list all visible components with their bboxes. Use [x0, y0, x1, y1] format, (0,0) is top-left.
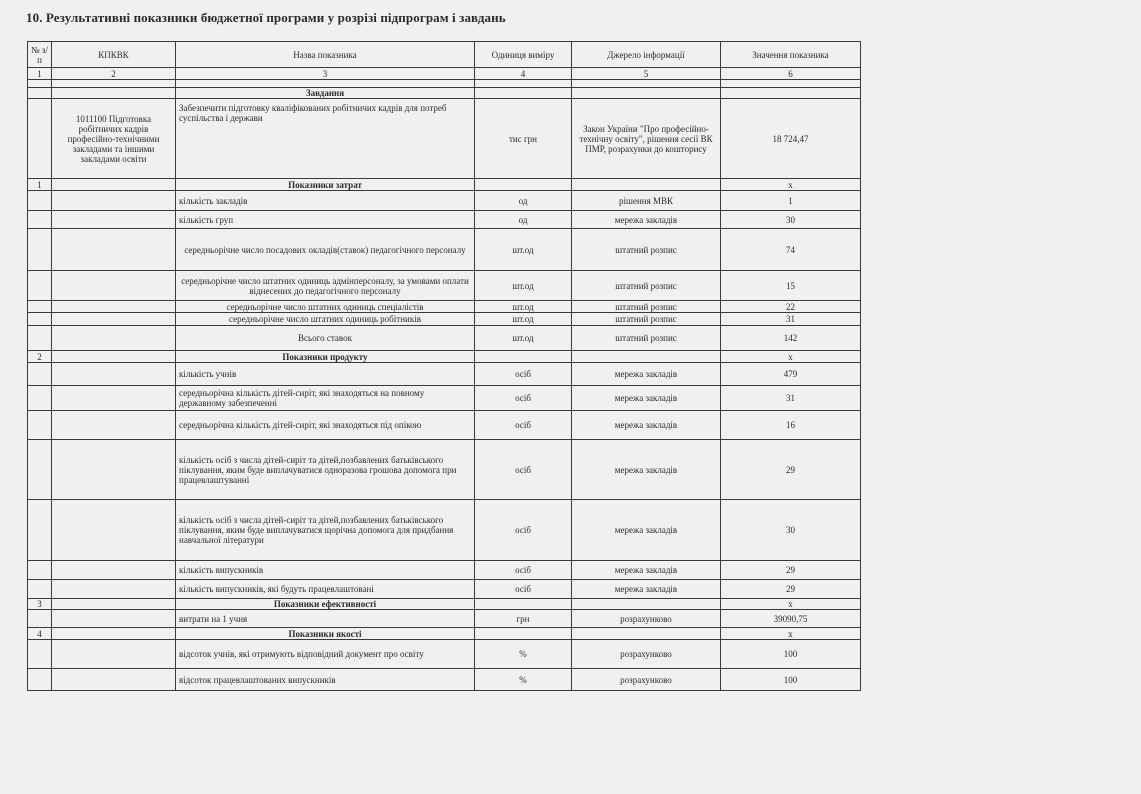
indicator-source: штатний розпис [572, 301, 721, 313]
table-row [28, 313, 861, 326]
indicator-value: 1 [721, 191, 861, 211]
indicator-source: мережа закладів [572, 211, 721, 229]
task-value: 18 724,47 [721, 99, 861, 179]
section-number: 1 [28, 179, 52, 191]
task-kpkvk: 1011100 Підготовка робітничих кадрів професійно-технічними закладами та іншими закладами освіти [52, 99, 176, 179]
table-row [28, 229, 861, 271]
indicator-value: 29 [721, 440, 861, 500]
indicator-source: мережа закладів [572, 440, 721, 500]
indicator-value: 15 [721, 271, 861, 301]
indicator-value: 74 [721, 229, 861, 271]
indicator-unit: од [475, 191, 572, 211]
section-header-row [28, 179, 861, 191]
table-row [28, 326, 861, 351]
indicator-name: середньорічна кількість дітей-сиріт, які знаходяться під опікою [176, 411, 475, 440]
indicator-unit: шт.од [475, 229, 572, 271]
section-number: 4 [28, 628, 52, 640]
section-title: Показники продукту [176, 351, 475, 363]
table-row [28, 669, 861, 691]
indicator-source: штатний розпис [572, 229, 721, 271]
indicator-source: мережа закладів [572, 561, 721, 580]
column-number: 5 [572, 68, 721, 80]
indicator-source: штатний розпис [572, 326, 721, 351]
indicator-value: 22 [721, 301, 861, 313]
indicator-name: середньорічне число штатних одиниць адмінперсоналу, за умовами оплати віднесених до педагогічного персоналу [176, 271, 475, 301]
indicator-unit: осіб [475, 363, 572, 386]
indicator-unit: шт.од [475, 326, 572, 351]
indicator-unit: осіб [475, 580, 572, 599]
indicator-unit: грн [475, 610, 572, 628]
indicator-value: 29 [721, 580, 861, 599]
indicator-name: кількість осіб з числа дітей-сиріт та дітей,позбавлених батьківського піклування, яким буде виплачуватися одноразова грошова допомога при працевлаштуванні [176, 440, 475, 500]
indicator-unit: осіб [475, 440, 572, 500]
indicator-unit: од [475, 211, 572, 229]
column-number: 3 [176, 68, 475, 80]
indicator-unit: шт.од [475, 271, 572, 301]
indicator-value: 100 [721, 669, 861, 691]
header-value: Значення показника [721, 42, 861, 68]
indicator-name: середньорічне число штатних одиниць робітників [176, 313, 475, 326]
table-row [28, 363, 861, 386]
section-x-mark: х [721, 628, 861, 640]
header-unit: Одиниця виміру [475, 42, 572, 68]
section-header-row [28, 599, 861, 610]
page-title: 10. Результативні показники бюджетної програми у розрізі підпрограм і завдань [26, 10, 506, 25]
indicator-source: розрахунково [572, 640, 721, 669]
indicator-source: розрахунково [572, 610, 721, 628]
indicator-unit: % [475, 669, 572, 691]
column-number: 6 [721, 68, 861, 80]
indicator-value: 100 [721, 640, 861, 669]
indicator-source: штатний розпис [572, 313, 721, 326]
header-num: № з/п [28, 42, 52, 68]
section-title: Показники ефективності [176, 599, 475, 610]
table-row [28, 191, 861, 211]
indicator-value: 30 [721, 211, 861, 229]
indicator-unit: % [475, 640, 572, 669]
indicator-name: кількість осіб з числа дітей-сиріт та дітей,позбавлених батьківського піклування, яким буде виплачуватися щорічна допомога для придбання навчальної літератури [176, 500, 475, 561]
section-header-row [28, 351, 861, 363]
indicator-source: штатний розпис [572, 271, 721, 301]
section-x-mark: х [721, 179, 861, 191]
indicator-name: середньорічне число штатних одиниць спеціалістів [176, 301, 475, 313]
indicator-source: мережа закладів [572, 363, 721, 386]
table-row [28, 561, 861, 580]
indicator-value: 16 [721, 411, 861, 440]
indicator-name: середньорічне число посадових окладів(ставок) педагогічного персоналу [176, 229, 475, 271]
section-header-row [28, 628, 861, 640]
indicator-source: мережа закладів [572, 411, 721, 440]
table-row [28, 640, 861, 669]
indicator-name: витрати на 1 учня [176, 610, 475, 628]
table-row [28, 271, 861, 301]
header-name: Назва показника [176, 42, 475, 68]
spacer-row [28, 80, 861, 88]
indicator-source: мережа закладів [572, 386, 721, 411]
task-row [28, 99, 861, 179]
indicator-name: Всього ставок [176, 326, 475, 351]
table-row [28, 440, 861, 500]
indicator-unit: осіб [475, 411, 572, 440]
task-source: Закон України "Про професійно-технічну освіту", рішення сесії ВК ПМР, розрахунки до кошторису [572, 99, 721, 179]
indicator-source: мережа закладів [572, 500, 721, 561]
indicator-value: 31 [721, 386, 861, 411]
indicator-unit: шт.од [475, 301, 572, 313]
table-row [28, 211, 861, 229]
indicators-table [27, 41, 861, 691]
indicator-unit: осіб [475, 561, 572, 580]
column-number: 2 [52, 68, 176, 80]
section-x-mark: х [721, 599, 861, 610]
indicator-name: кількість груп [176, 211, 475, 229]
indicator-source: мережа закладів [572, 580, 721, 599]
indicator-value: 29 [721, 561, 861, 580]
indicator-name: кількість закладів [176, 191, 475, 211]
indicator-name: кількість випускників, які будуть працевлаштовані [176, 580, 475, 599]
section-x-mark: х [721, 351, 861, 363]
indicator-unit: шт.од [475, 313, 572, 326]
indicator-value: 479 [721, 363, 861, 386]
indicator-name: кількість учнів [176, 363, 475, 386]
indicator-value: 30 [721, 500, 861, 561]
indicator-value: 142 [721, 326, 861, 351]
indicator-unit: осіб [475, 500, 572, 561]
table-row [28, 500, 861, 561]
indicator-name: кількість випускників [176, 561, 475, 580]
indicator-value: 39090,75 [721, 610, 861, 628]
header-row [28, 42, 861, 68]
task-label: Завдання [176, 88, 475, 99]
table-row [28, 580, 861, 599]
section-number: 2 [28, 351, 52, 363]
header-source: Джерело інформації [572, 42, 721, 68]
section-number: 3 [28, 599, 52, 610]
header-kpkvk: КПКВК [52, 42, 176, 68]
section-title: Показники якості [176, 628, 475, 640]
indicator-unit: осіб [475, 386, 572, 411]
table-row [28, 301, 861, 313]
task-name: Забезпечити підготовку кваліфікованих робітничих кадрів для потреб суспільства і держави [176, 99, 475, 179]
section-title: Показники затрат [176, 179, 475, 191]
indicator-source: розрахунково [572, 669, 721, 691]
table-row [28, 411, 861, 440]
column-number: 4 [475, 68, 572, 80]
column-number: 1 [28, 68, 52, 80]
task-label-row [28, 88, 861, 99]
indicator-name: відсоток учнів, які отримують відповідний документ про освіту [176, 640, 475, 669]
table-row [28, 386, 861, 411]
indicator-source: рішення МВК [572, 191, 721, 211]
indicator-name: середньорічна кількість дітей-сиріт, які знаходяться на повному державному забезпеченні [176, 386, 475, 411]
table-row [28, 610, 861, 628]
indicator-value: 31 [721, 313, 861, 326]
column-number-row [28, 68, 861, 80]
task-unit: тис грн [475, 99, 572, 179]
indicator-name: відсоток працевлаштованих випускників [176, 669, 475, 691]
